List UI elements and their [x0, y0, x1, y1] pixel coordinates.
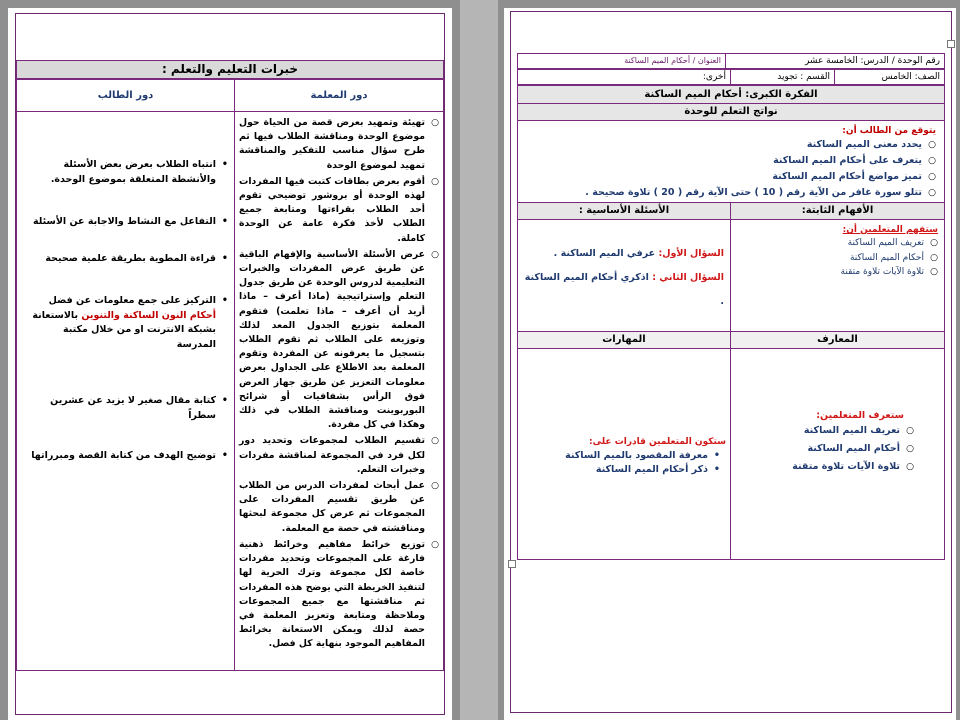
outcome-item: ○ تميز مواضع أحكام الميم الساكنة — [522, 170, 936, 184]
page-gutter — [460, 0, 498, 720]
know-list — [735, 423, 934, 475]
fixed-understandings-title: الأفهام الثابتة: — [730, 202, 945, 220]
teacher-role-header: دور المعلمة — [234, 79, 444, 112]
question-1-label: السؤال الأول: — [658, 248, 724, 259]
big-idea: الفكرة الكبرى: أحكام الميم الساكنة — [517, 85, 945, 104]
understand-item: ○ أحكام الميم الساكنة — [735, 252, 938, 265]
left-page — [8, 8, 452, 720]
student-role-text: توضيح الهدف من كتابة القصة ومبرراتها — [31, 450, 216, 461]
student-role-text: انتباه الطلاب بعرض بعض الأسئلة والأنشطة المتعلقة بموضوع الوحدة. — [50, 159, 216, 185]
teacher-role-item: ○ توزيع خرائط مفاهيم وخرائط ذهنية فارغة على المجموعات وتحديد مفردات خاصة لكل مجموعة وترك الحرية لها لتنفيذ الخريطة التي يوضح هذه المفردات ثم مناقشتها مع جميع المجموعات وملاحظة ومتابعة وتعزيز المعلمة في حصة لذلك ويمكن الاستعانة بخرائط المفاهيم الموجود بنهاية كل فصل. — [239, 538, 439, 652]
question-2-text: اذكري أحكام الميم الساكنة . — [524, 272, 724, 307]
student-role-item — [25, 252, 228, 267]
knowledge-cell — [730, 348, 945, 560]
skills-title: المهارات — [517, 331, 731, 349]
skills-intro: ستكون المتعلمين قادرات على: — [589, 437, 726, 447]
unit-lesson-cell — [725, 53, 945, 69]
understand-item: ○ تعريف الميم الساكنة — [735, 237, 938, 250]
learning-outcomes-title: نواتج التعلم للوحدة — [517, 103, 945, 121]
table-resize-handle[interactable] — [508, 560, 516, 568]
skills-list — [522, 449, 726, 477]
student-role-item — [25, 215, 228, 230]
student-role-text: التفاعل مع النشاط والاجابة عن الأسئلة — [33, 216, 216, 227]
teacher-role-item: ○ أقوم بعرض بطاقات كتبت فيها المفردات لهذه الوحدة أو بروشور توضيحي تقوم أحد الطلاب بقراءتها ومتابعة جميع الطلاب لأخذ فكرة عامة عن الوحدة كاملة. — [239, 175, 439, 246]
understandings-cell — [730, 219, 945, 332]
skill-item: • معرفة المقصود بالميم الساكنة — [522, 449, 720, 463]
section-cell — [730, 69, 835, 85]
outcome-item: ○ تتلو سورة غافر من الآية رقم ( 10 ) حتى الآية رقم ( 20 ) تلاوة صحيحة . — [522, 186, 936, 200]
know-item: ○ أحكام الميم الساكنة — [735, 441, 914, 457]
knowledge-title: المعارف — [730, 331, 945, 349]
question-1-text: عرفي الميم الساكنة . — [553, 248, 659, 259]
student-role-text: قراءة المطوية بطريقة علمية صحيحة — [45, 252, 216, 264]
know-item: ○ تلاوة الآيات تلاوة متقنة — [735, 459, 914, 475]
right-page — [504, 8, 956, 720]
teacher-role-cell — [234, 111, 444, 671]
teacher-role-item: ○ عرض الأسئلة الأساسية والإفهام الباقية عن طريق عرض المفردات والخبرات التعليمية لدروس الوحدة عن طريق جدول التعلم وإستراتيجية (ماذا أعرف – ماذا أريد أن أعرف – ماذا تعلمت) فتقوم المعلمة بتوزيع الجدول المعد لذلك وتوزيعه على الطلاب ثم تقوم الطلاب بتسجيل ما يعرفونه عن المفردة وتقوم المعلمة بعد الاطلاع على الجداول بعرض معلومات التعزيز عن طريق جهاز العرض فوق الرأس بشفافيات أو شرائح البوربوينت ومناقشة الطلاب في ذلك وهكذا في كل مفردة. — [239, 248, 439, 433]
outcome-item: ○ يتعرف على أحكام الميم الساكنة — [522, 154, 936, 168]
question-2 — [522, 266, 724, 314]
student-role-item — [25, 394, 228, 423]
understand-title: ستفهم المتعلمين أن: — [842, 225, 938, 235]
student-role-list — [25, 158, 228, 464]
table-move-handle[interactable] — [947, 40, 955, 48]
grade-cell — [834, 69, 945, 85]
section-label: القسم : تجويد — [777, 72, 830, 82]
student-role-item — [25, 294, 228, 352]
know-item: ○ تعريف الميم الساكنة — [735, 423, 914, 439]
teacher-role-list — [239, 116, 439, 652]
skills-cell — [517, 348, 731, 560]
question-2-label: السؤال الثاني : — [652, 272, 724, 283]
student-role-highlight: أحكام النون الساكنة والتنوين — [81, 309, 216, 321]
outcomes-list — [522, 138, 936, 200]
lesson-title-label: العنوان / أحكام الميم الساكنة — [624, 56, 721, 65]
grade-label: الصف: الخامس — [881, 72, 940, 82]
other-cell — [517, 69, 731, 85]
expect-title: يتوقع من الطالب أن: — [842, 126, 936, 136]
student-role-header: دور الطالب — [16, 79, 235, 112]
student-role-cell — [16, 111, 235, 671]
student-role-text: كتابة مقال صغير لا يزيد عن عشرين سطراً — [50, 395, 216, 421]
student-role-item — [25, 449, 228, 464]
student-role-item — [25, 158, 228, 187]
outcome-item: ○ يحدد معنى الميم الساكنة — [522, 138, 936, 152]
teacher-role-item: ○ تهيئة وتمهيد بعرض قصة من الحياة حول موضوع الوحدة ومناقشة الطلاب فيها ثم طرح سؤال مناسب للتفكير والمناقشة تمهيد لموضوع الوحدة — [239, 116, 439, 173]
question-1 — [522, 242, 724, 266]
understand-list — [735, 237, 938, 279]
unit-lesson-label: رقم الوحدة / الدرس: الخامسة عشر — [804, 56, 940, 66]
outcomes-cell — [517, 120, 945, 203]
lesson-title-cell — [517, 53, 726, 69]
teacher-role-item: ○ تقسيم الطلاب لمجموعات وتحديد دور لكل فرد في المجموعة لمناقشة مفردات وخبرات التعلم. — [239, 434, 439, 477]
questions-cell — [517, 219, 731, 332]
student-role-text: بالاستعانة بشبكة الانترنت او من خلال مكتبة المدرسة — [32, 309, 216, 350]
other-label: أخرى: — [702, 72, 726, 82]
skill-item: • ذكر أحكام الميم الساكنة — [522, 463, 720, 477]
teacher-role-item: ○ عمل أبحاث لمفردات الدرس من الطلاب عن طريق تقسيم المفردات على المجموعات ثم عرض كل مجموعة لبحثها ومناقشته في حصة مع المعلمة. — [239, 479, 439, 536]
understand-item: ○ تلاوة الآيات تلاوة متقنة — [735, 266, 938, 279]
essential-questions-title: الأسئلة الأساسية : — [517, 202, 731, 220]
student-role-text: التركيز على جمع معلومات عن فضل — [48, 295, 216, 306]
learning-experiences-title: خبرات التعليم والتعلم : — [16, 60, 444, 79]
know-title: ستعرف المتعلمين: — [816, 410, 904, 421]
